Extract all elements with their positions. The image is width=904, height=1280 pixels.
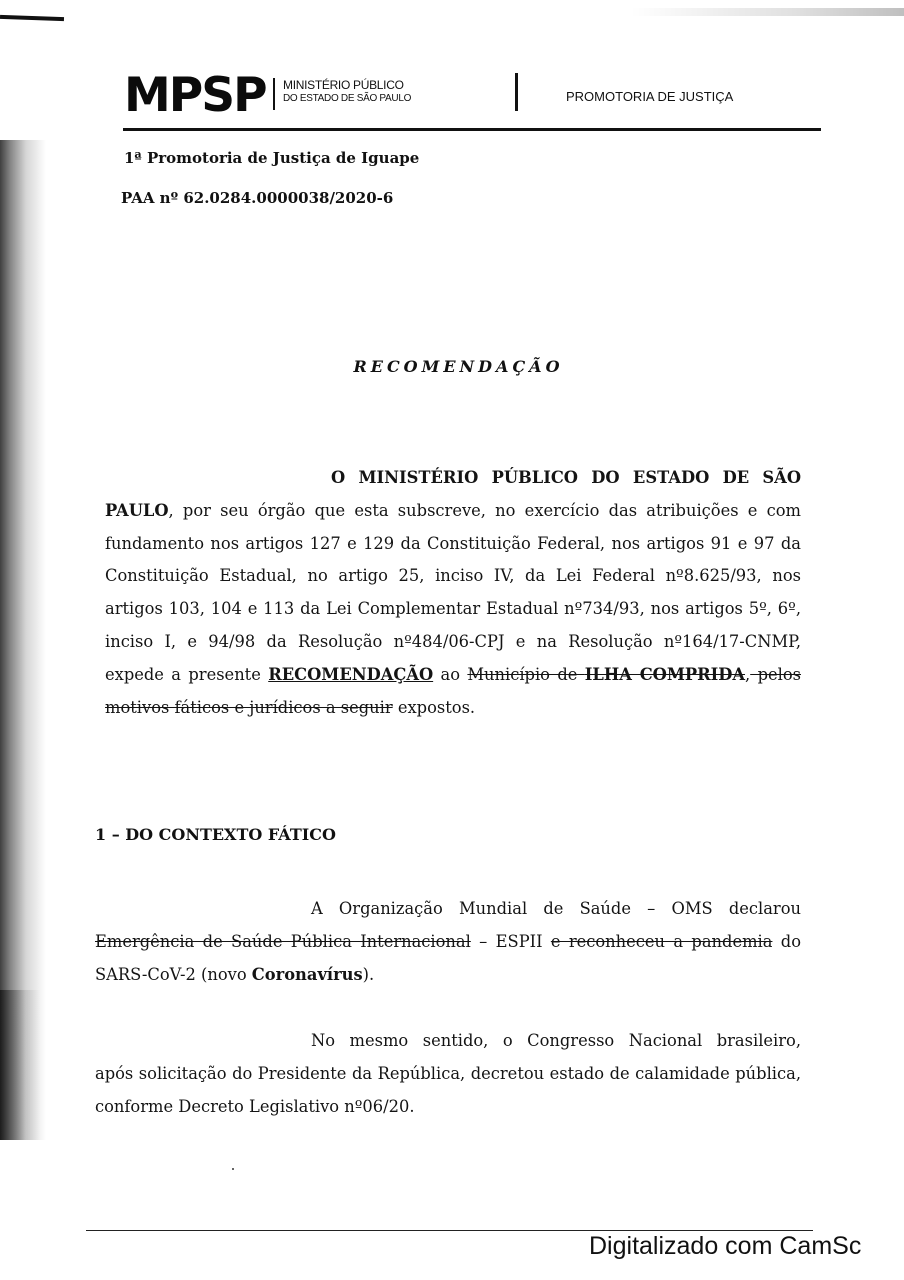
mpsp-logo: MPSP — [124, 68, 266, 123]
scan-smudge — [630, 8, 904, 16]
org-line-1: MINISTÉRIO PÚBLICO — [283, 78, 404, 92]
recomendacao-term: RECOMENDAÇÃO — [268, 664, 434, 684]
scan-speck — [232, 1168, 234, 1170]
oms-paragraph — [95, 893, 801, 991]
oms-end: ). — [362, 964, 375, 984]
footer-rule — [86, 1230, 813, 1231]
intro-opening: O MINISTÉRIO PÚBLICO DO ESTADO DE SÃO — [331, 468, 801, 487]
oms-mid: – ESPII — [470, 931, 551, 951]
header-department: PROMOTORIA DE JUSTIÇA — [566, 89, 734, 104]
congresso-first-line: No mesmo sentido, o Congresso Nacional brasileiro, — [311, 1031, 801, 1050]
intro-text-b: ao — [433, 664, 468, 684]
ilha-comprida: ILHA COMPRIDA — [584, 664, 746, 684]
document-title: RECOMENDAÇÃO — [353, 357, 564, 376]
congresso-paragraph — [95, 1025, 801, 1123]
intro-paragraph — [105, 462, 801, 724]
scanner-watermark: Digitalizado com CamSc — [585, 1232, 861, 1261]
intro-comma: , — [745, 664, 751, 684]
logo-org-name — [283, 78, 411, 106]
intro-text-c: expostos. — [392, 697, 476, 717]
logo-divider — [273, 78, 275, 110]
oms-strike-1: Emergência de Saúde Pública Internacional — [95, 931, 471, 951]
oms-strike-2: e reconheceu a pandemia — [550, 931, 773, 951]
oms-first-line: A Organização Mundial de Saúde – OMS declarou — [311, 899, 801, 918]
paa-number: PAA nº 62.0284.0000038/2020-6 — [121, 189, 394, 207]
scan-corner-mark — [0, 15, 64, 21]
promotoria-name: 1ª Promotoria de Justiça de Iguape — [124, 149, 420, 167]
section-heading: 1 – DO CONTEXTO FÁTICO — [95, 825, 336, 844]
header-divider — [515, 73, 518, 111]
municipio-text: Município de — [467, 664, 585, 684]
intro-text-a: , por seu órgão que esta subscreve, no exercício das atribuições e com fundamento nos artigos 127 e 129 da Constituição Federal, nos artigos 91 e 97 da Constituição Estadual, no artigo 25, inciso IV, da Lei Federal nº8.625/93, nos artigos 103, 104 e 113 da Lei Complementar Estadual nº734/93, nos artigos 5º, 6º, inciso I, e 94/98 da Resolução nº484/06-CPJ e na Resolução nº164/17-CNMP, expede a presente — [105, 500, 801, 684]
intro-paulo: PAULO — [105, 500, 169, 520]
header-rule — [123, 128, 821, 131]
org-line-2: DO ESTADO DE SÃO PAULO — [283, 93, 412, 104]
scan-shadow-edge-lower — [0, 990, 40, 1140]
oms-text: do SARS-CoV-2 (novo — [95, 931, 802, 984]
congresso-rest: após solicitação do Presidente da República, decretou estado de calamidade pública, conforme Decreto Legislativo nº06/20. — [95, 1063, 801, 1116]
motivos-text: pelos motivos fáticos e jurídicos a seguir — [105, 664, 801, 717]
coronavirus-term: Coronavírus — [251, 964, 363, 984]
